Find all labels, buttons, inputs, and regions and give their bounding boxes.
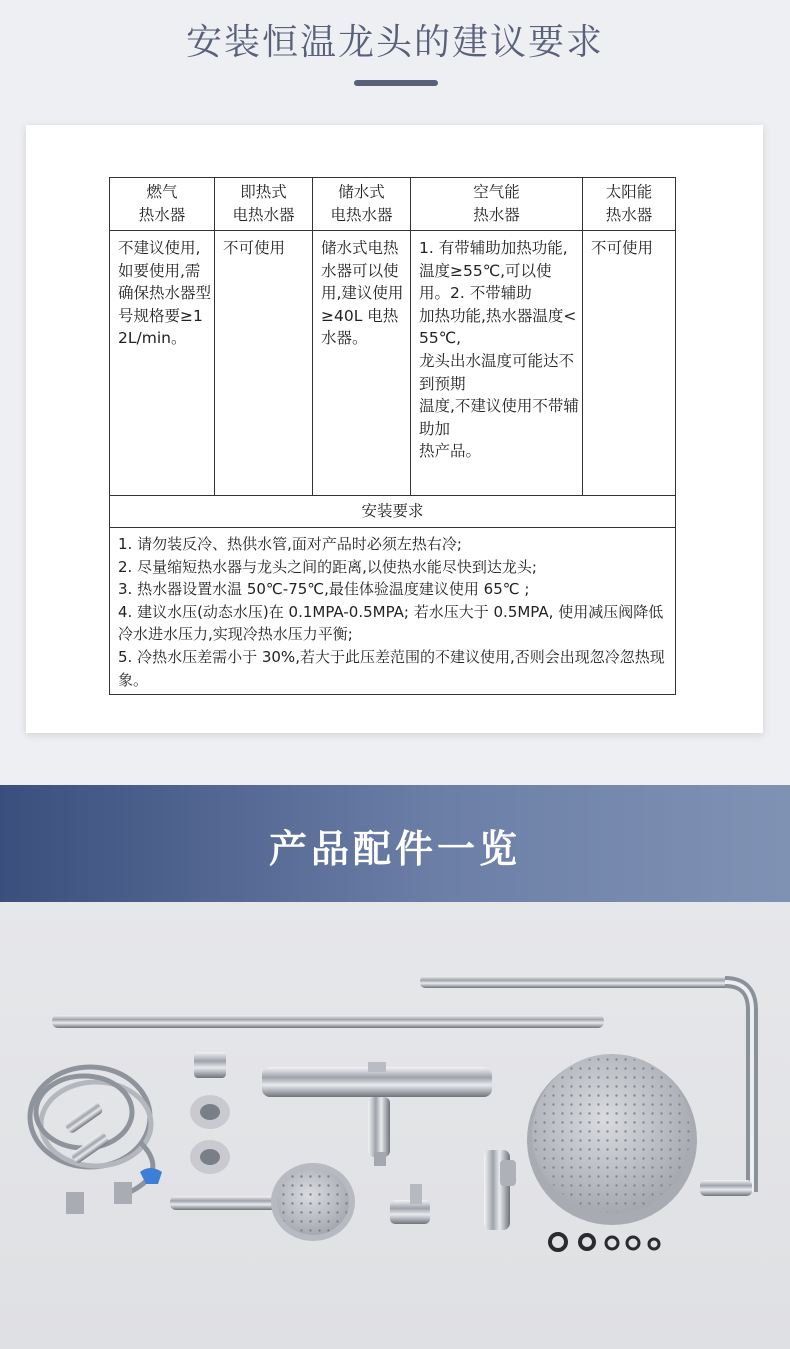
accessories-title: 产品配件一览 [268,827,521,871]
cell-air-energy-heater: 1. 有带辅助加热功能,温度≥55℃,可以使用。2. 不带辅助 加热功能,热水器温度<55℃, 龙头出水温度可能达不到预期 温度,不建议使用不带辅助加 热产品。 [411,231,583,496]
diverter-valve [390,1184,430,1224]
thermostatic-valve [262,1062,492,1166]
cell-solar-heater: 不可使用 [583,231,676,496]
header-storage-heater: 储水式 电热水器 [313,178,411,231]
install-item: 5. 冷热水压差需小于 30%,若大于此压差范围的不建议使用,否则会出现忽冷忽热现象。 [118,647,665,689]
install-item: 3. 热水器设置水温 50℃-75℃,最佳体验温度建议使用 65℃ ; [118,580,530,599]
requirements-table [109,177,676,695]
cell-gas-heater: 不建议使用,如要使用,需确保热水器型号规格要≥12L/min。 [110,231,215,496]
install-header-row [110,496,676,528]
install-list [110,528,676,695]
header-air-energy-heater: 空气能 热水器 [411,178,583,231]
install-item: 4. 建议水压(动态水压)在 0.1MPA-0.5MPA; 若水压大于 0.5MPA, 使用减压阀降低冷水进水压力,实现冷热水压力平衡; [118,602,664,644]
cell-storage-heater: 储水式电热水器可以使用,建议使用≥40L 电热水器。 [313,231,411,496]
header-solar-heater: 太阳能 热水器 [583,178,676,231]
header-instant-heater: 即热式 电热水器 [215,178,313,231]
install-item: 2. 尽量缩短热水器与龙头之间的距离,以使热水能尽快到达龙头; [118,557,537,576]
slide-rod [52,1015,604,1028]
accessories-photo [0,902,790,1349]
install-header: 安装要求 [110,496,676,528]
title-underline [354,80,438,86]
washers [550,1234,659,1250]
cell-instant-heater: 不可使用 [215,231,313,496]
install-item: 1. 请勿装反冷、热供水管,面对产品时必须左热右冷; [118,535,462,553]
accessories-banner [0,785,790,902]
wall-flanges [190,1052,230,1174]
eccentric-connectors [64,1102,110,1165]
hand-shower [170,1163,355,1241]
install-body-row [110,528,676,695]
slider-bracket [484,1150,516,1230]
accessories-illustration [0,902,790,1349]
requirements-card [26,125,763,733]
overhead-shower-head [527,1054,697,1225]
header-gas-heater: 燃气 热水器 [110,178,215,231]
table-header-row [110,178,676,231]
section-title: 安装恒温龙头的建议要求 [185,22,604,63]
table-body-row [110,231,676,496]
